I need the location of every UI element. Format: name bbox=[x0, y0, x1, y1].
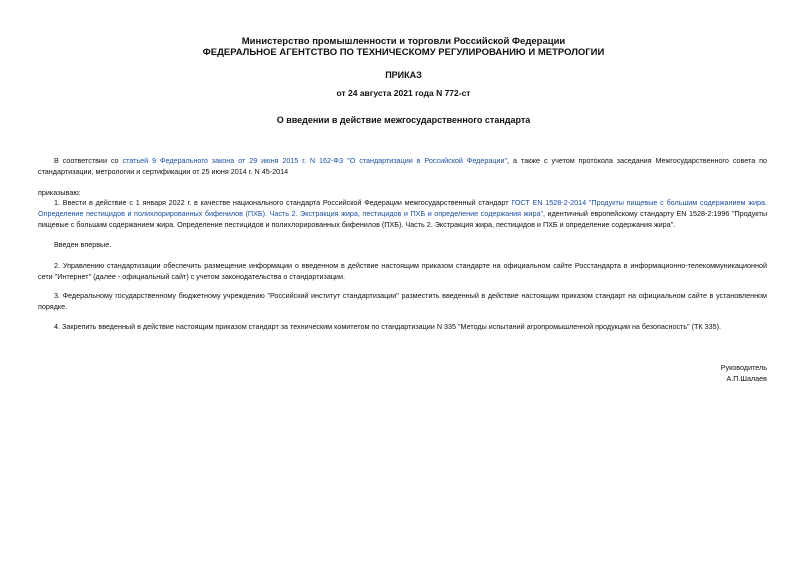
paragraph-2: 2. Управлению стандартизации обеспечить размещение информации о введенном в действие настоящим приказом стандарте на официальном сайте Росстандарта в информационно-телекоммуникационной сети "Интернет" (далее - официальный сайт) с учетом законодательства о стандартизации. bbox=[38, 261, 767, 281]
p2-start: 1. Ввести в действие с 1 января 2022 г. в качестве национального стандарта Российской Федерации межгосударственный стандарт bbox=[54, 198, 512, 207]
ministry-heading: Министерство промышленности и торговли Российской Федерации bbox=[241, 36, 566, 47]
signature-name: А.П.Шалаев bbox=[726, 374, 767, 383]
paragraph-first-introduced: Введен впервые. bbox=[54, 240, 112, 249]
doc-type-heading: ПРИКАЗ bbox=[385, 70, 422, 80]
signature-role: Руководитель bbox=[720, 363, 767, 372]
document-title: О введении в действие межгосударственного стандарта bbox=[276, 115, 531, 125]
p1-end: , а также с учетом протокола заседания Межгосударственного совета по стандартизации, метрологии и сертификации от 25 июня 2014 г. N 45-2014 bbox=[38, 156, 768, 176]
date-number: от 24 августа 2021 года N 772-ст bbox=[336, 88, 471, 98]
gost-link[interactable]: ГОСТ EN 1528-2-2014 "Продукты пищевые с большим содержанием жира. Определение пестицидов и полихлорированных бифенилов (ПХБ). Часть 2. Экстракция жира, пестицидов и ПХБ и определение содержания жира" bbox=[38, 198, 768, 218]
p1-start: В соответствии со bbox=[54, 156, 123, 165]
p2-end: , идентичный европейскому стандарту EN 1528-2:1996 "Продукты пищевые с большим содержанием жира. Определение пестицидов и полихлорированных бифенилов (ПХБ). Часть 2. Экстракция жира, пестицидов и ПХБ и определение содержания жира". bbox=[38, 209, 767, 229]
paragraph-basis bbox=[38, 155, 767, 177]
paragraph-1 bbox=[38, 197, 767, 230]
paragraph-3: 3. Федеральному государственному бюджетному учреждению "Российский институт стандартизации" разместить введенный в действие настоящим приказом стандарт на официальном сайте в установленном порядке. bbox=[38, 291, 767, 311]
order-word: приказываю: bbox=[38, 188, 81, 197]
paragraph-4: 4. Закрепить введенный в действие настоящим приказом стандарт за техническим комитетом по стандартизации N 335 "Методы испытаний агропромышленной продукции на безопасность" (ТК 335). bbox=[54, 322, 721, 331]
law-link[interactable]: статьей 9 Федерального закона от 29 июня 2015 г. N 162-ФЗ "О стандартизации в Российской Федерации" bbox=[122, 156, 508, 165]
agency-heading: ФЕДЕРАЛЬНОЕ АГЕНТСТВО ПО ТЕХНИЧЕСКОМУ РЕГУЛИРОВАНИЮ И МЕТРОЛОГИИ bbox=[202, 47, 605, 58]
